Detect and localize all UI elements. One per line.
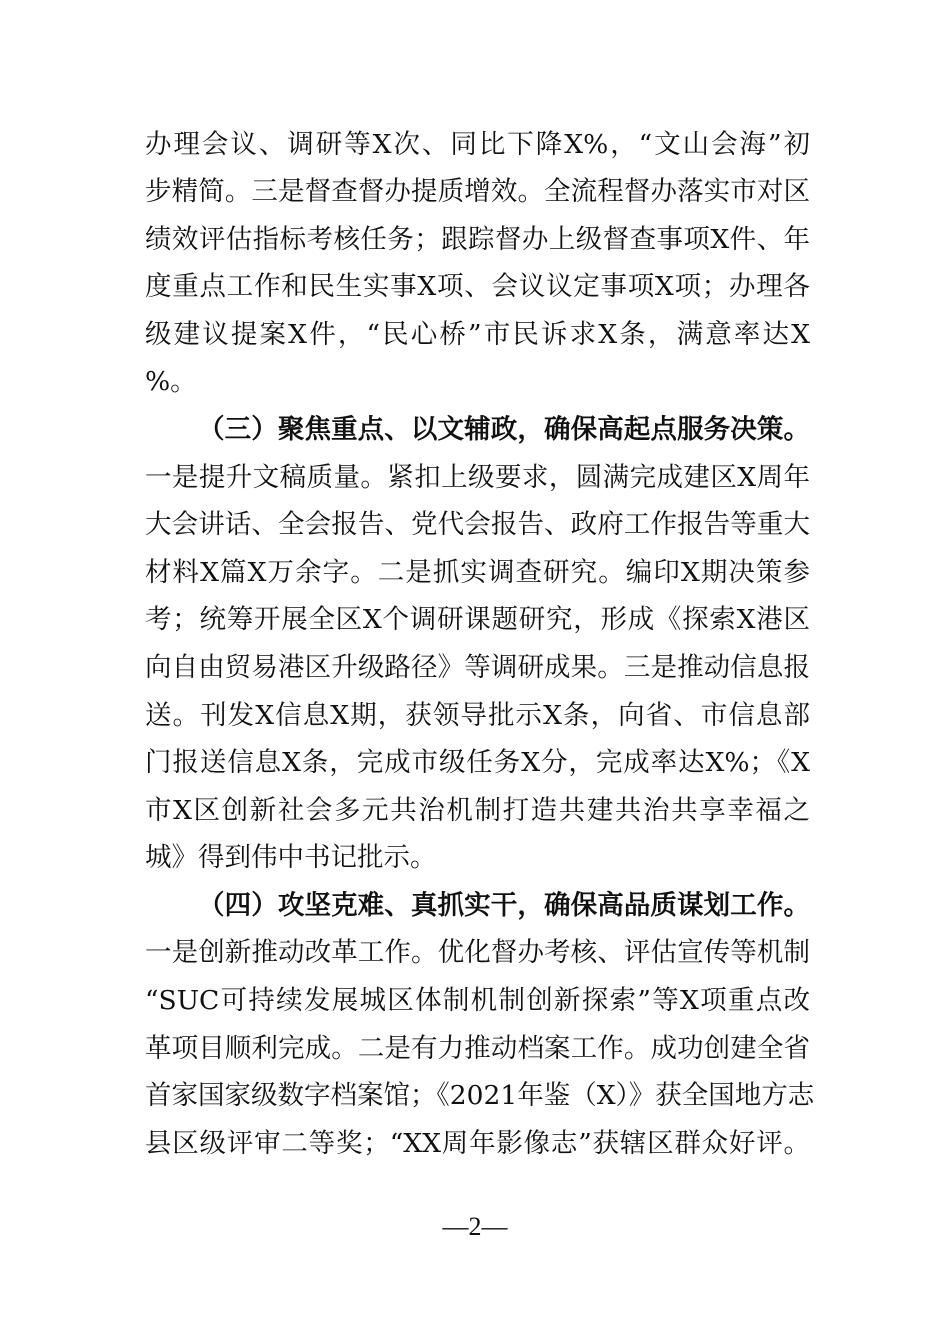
section-heading-4: （四）攻坚克难、真抓实干，确保高品质谋划工作。 [198, 890, 810, 921]
body-line: 城》得到伟中书记批示。 [145, 842, 437, 873]
section-heading-3: （三）聚焦重点、以文辅政，确保高起点服务决策。 [198, 414, 810, 445]
body-line: 绩效评估指标考核任务；跟踪督办上级督查事项X件、年 [145, 224, 810, 255]
body-line: 门报送信息X条，完成市级任务X分，完成率达X%；《X [145, 747, 810, 778]
body-line: 一是提升文稿质量。紧扣上级要求，圆满完成建区X周年 [145, 462, 810, 493]
body-line: 考；统筹开展全区X个调研课题研究，形成《探索X港区 [145, 604, 810, 635]
body-line: 市X区创新社会多元共治机制打造共建共治共享幸福之 [145, 795, 810, 826]
body-line: 度重点工作和民生实事X项、会议议定事项X项；办理各 [145, 271, 810, 302]
body-line: 级建议提案X件，“民心桥”市民诉求X条，满意率达X [145, 319, 810, 350]
body-line: 办理会议、调研等X次、同比下降X%，“文山会海”初 [145, 129, 810, 160]
body-line: 送。刊发X信息X期，获领导批示X条，向省、市信息部 [145, 700, 810, 731]
body-line: 革项目顺利完成。二是有力推动档案工作。成功创建全省 [145, 1033, 810, 1064]
body-line: 材料X篇X万余字。二是抓实调查研究。编印X期决策参 [145, 557, 810, 588]
body-line: 步精简。三是督查督办提质增效。全流程督办落实市对区 [145, 176, 810, 207]
body-line: 一是创新推动改革工作。优化督办考核、评估宣传等机制 [145, 937, 810, 968]
body-line: 首家国家级数字档案馆；《2021年鉴（X）》获全国地方志 [145, 1080, 815, 1111]
body-line: 县区级评审二等奖；“XX周年影像志”获辖区群众好评。 [145, 1128, 810, 1159]
body-line: %。 [145, 366, 197, 397]
body-line: “SUC可持续发展城区体制机制创新探索”等X项重点改 [145, 985, 810, 1016]
body-line: 大会讲话、全会报告、党代会报告、政府工作报告等重大 [145, 509, 810, 540]
page-number: —2— [442, 1212, 508, 1241]
body-line: 向自由贸易港区升级路径》等调研成果。三是推动信息报 [145, 652, 810, 683]
